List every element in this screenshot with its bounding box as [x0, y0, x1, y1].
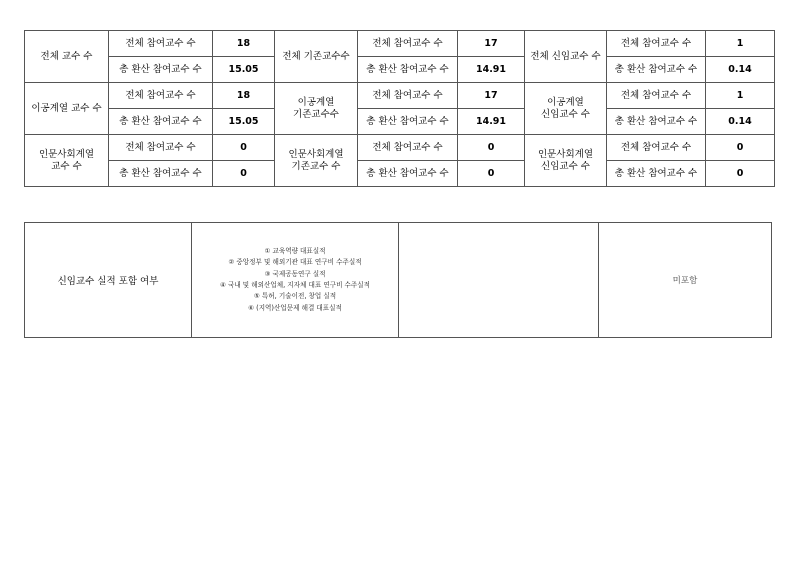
converted-participating-value: 0 [213, 161, 275, 187]
performance-item: ④ 국내 및 해외산업체, 지자체 대표 연구비 수주실적 [219, 281, 371, 289]
total-participating-label: 전체 참여교수 수 [607, 135, 706, 161]
total-participating-value: 18 [213, 31, 275, 57]
group-label: 이공계열 신임교수 수 [525, 83, 607, 135]
converted-participating-label: 총 환산 참여교수 수 [607, 109, 706, 135]
performance-inclusion-table [24, 222, 772, 338]
performance-label: 신임교수 실적 포함 여부 [25, 223, 192, 338]
group-label: 이공계열 기존교수수 [275, 83, 358, 135]
group-label: 전체 교수 수 [25, 31, 109, 83]
stats-row-converted [25, 161, 775, 187]
converted-participating-label: 총 환산 참여교수 수 [607, 57, 706, 83]
converted-participating-label: 총 환산 참여교수 수 [358, 109, 458, 135]
total-participating-value: 1 [706, 31, 775, 57]
group-label: 인문사회계열 교수 수 [25, 135, 109, 187]
total-participating-value: 0 [706, 135, 775, 161]
converted-participating-value: 15.05 [213, 57, 275, 83]
converted-participating-label: 총 환산 참여교수 수 [109, 161, 213, 187]
group-label: 이공계열 교수 수 [25, 83, 109, 135]
performance-status: 미포함 [599, 223, 772, 338]
total-participating-value: 1 [706, 83, 775, 109]
performance-items [192, 223, 399, 338]
total-participating-label: 전체 참여교수 수 [358, 83, 458, 109]
total-participating-label: 전체 참여교수 수 [358, 135, 458, 161]
total-participating-label: 전체 참여교수 수 [607, 31, 706, 57]
performance-row [25, 223, 772, 338]
stats-row-total [25, 83, 775, 109]
group-label: 전체 신임교수 수 [525, 31, 607, 83]
converted-participating-label: 총 환산 참여교수 수 [607, 161, 706, 187]
total-participating-value: 17 [458, 83, 525, 109]
stats-row-total [25, 135, 775, 161]
total-participating-label: 전체 참여교수 수 [607, 83, 706, 109]
group-label: 인문사회계열 신임교수 수 [525, 135, 607, 187]
converted-participating-value: 0.14 [706, 109, 775, 135]
converted-participating-label: 총 환산 참여교수 수 [358, 161, 458, 187]
total-participating-label: 전체 참여교수 수 [358, 31, 458, 57]
total-participating-value: 0 [458, 135, 525, 161]
performance-empty-cell [399, 223, 599, 338]
stats-row-total [25, 31, 775, 57]
converted-participating-value: 14.91 [458, 57, 525, 83]
converted-participating-value: 15.05 [213, 109, 275, 135]
group-label: 전체 기존교수수 [275, 31, 358, 83]
converted-participating-label: 총 환산 참여교수 수 [358, 57, 458, 83]
converted-participating-value: 0 [706, 161, 775, 187]
performance-item: ② 중앙정부 및 해외기관 대표 연구비 수주실적 [228, 258, 362, 267]
total-participating-label: 전체 참여교수 수 [109, 31, 213, 57]
performance-item: ③ 국제공동연구 실적 [264, 269, 326, 278]
total-participating-label: 전체 참여교수 수 [109, 83, 213, 109]
converted-participating-value: 0 [458, 161, 525, 187]
performance-item: ⑤ 특허, 기술이전, 창업 실적 [253, 292, 337, 301]
total-participating-value: 17 [458, 31, 525, 57]
total-participating-label: 전체 참여교수 수 [109, 135, 213, 161]
performance-item: ⑥ (지역)산업문제 해결 대표실적 [248, 303, 342, 312]
performance-item: ① 교육역량 대표실적 [264, 246, 326, 255]
total-participating-value: 0 [213, 135, 275, 161]
faculty-stats-table [24, 30, 775, 187]
stats-row-converted [25, 109, 775, 135]
converted-participating-label: 총 환산 참여교수 수 [109, 57, 213, 83]
stats-row-converted [25, 57, 775, 83]
converted-participating-value: 0.14 [706, 57, 775, 83]
total-participating-value: 18 [213, 83, 275, 109]
group-label: 인문사회계열 기존교수 수 [275, 135, 358, 187]
converted-participating-value: 14.91 [458, 109, 525, 135]
converted-participating-label: 총 환산 참여교수 수 [109, 109, 213, 135]
